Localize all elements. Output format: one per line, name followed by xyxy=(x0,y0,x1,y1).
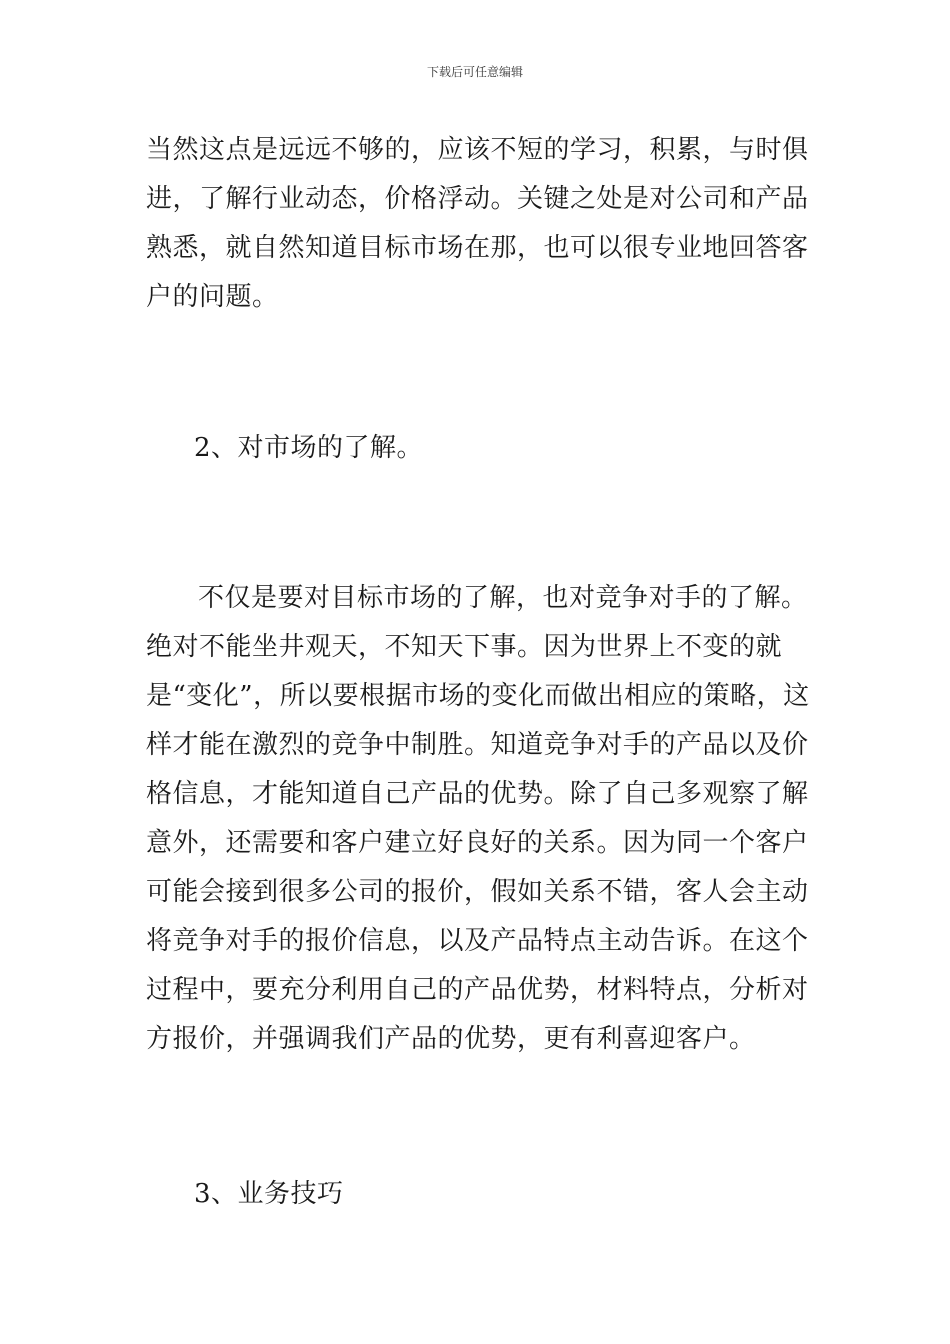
page-header-note: 下载后可任意编辑 xyxy=(426,65,523,79)
paragraph-product-knowledge: 当然这点是远远不够的，应该不短的学习，积累，与时俱进，了解行业动态，价格浮动。关键之处是对公司和产品熟悉，就自然知道目标市场在那，也可以很专业地回答客户的问题。 xyxy=(146,135,809,312)
paragraph-market-understanding: 不仅是要对目标市场的了解，也对竞争对手的了解。绝对不能坐井观天，不知天下事。因为世界上不变的就是“变化”，所以要根据市场的变化而做出相应的策略，这样才能在激烈的竞争中制胜。知道竞争对手的产品以及价格信息，才能知道自己产品的优势。除了自己多观察了解意外，还需要和客户建立好良好的关系。因为同一个客户可能会接到很多公司的报价，假如关系不错，客人会主动将竞争对手的报价信息，以及产品特点主动告诉。在这个过程中，要充分利用自己的产品优势，材料特点，分析对方报价，并强调我们产品的优势，更有利喜迎客户。 xyxy=(146,583,810,1054)
section-heading-market: 2、对市场的了解。 xyxy=(194,433,424,463)
section-heading-business-skills: 3、业务技巧 xyxy=(194,1179,344,1209)
